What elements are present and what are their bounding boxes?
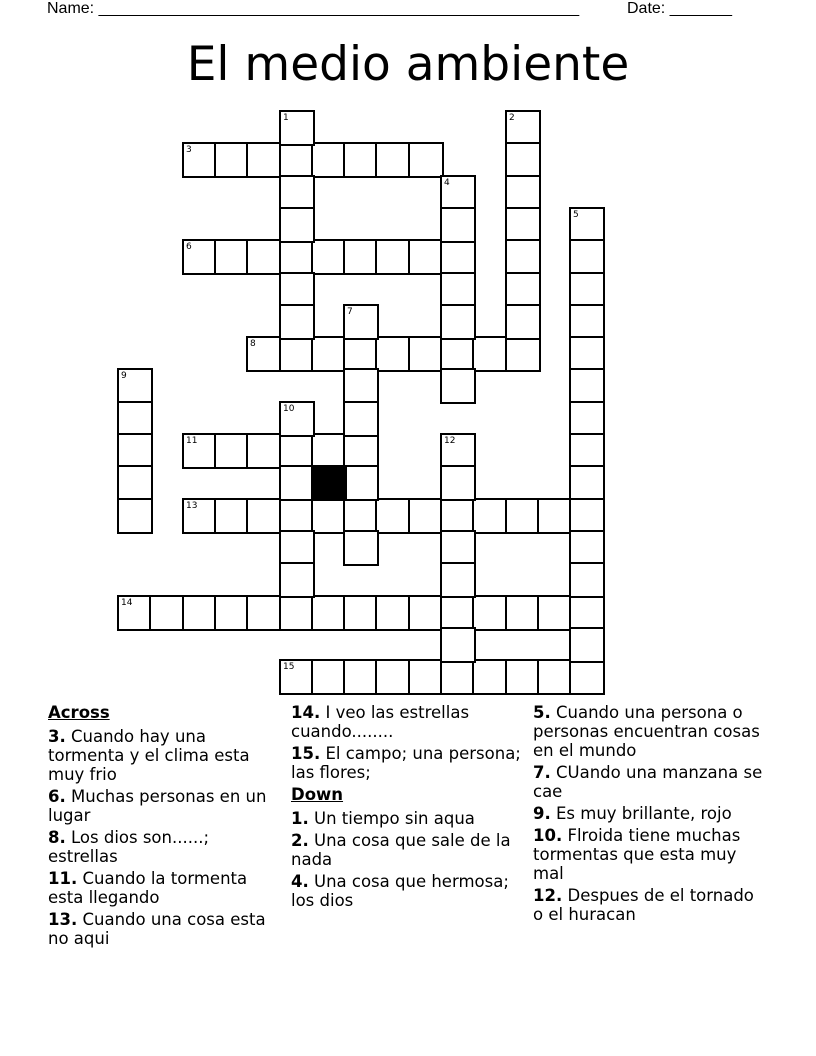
crossword-cell[interactable] — [569, 272, 605, 308]
clue-number: 9 — [121, 371, 127, 381]
crossword-cell[interactable] — [214, 595, 250, 631]
crossword-cell[interactable] — [505, 659, 541, 695]
crossword-cell[interactable] — [375, 498, 411, 534]
clues-column-1 — [48, 703, 280, 951]
clue-down-2: 2. Una cosa que sale de la nada — [291, 831, 511, 869]
crossword-cell[interactable] — [408, 142, 444, 178]
crossword-cell[interactable] — [182, 142, 218, 178]
crossword-cell[interactable] — [505, 110, 541, 146]
clue-number: 4 — [444, 178, 450, 188]
crossword-cell[interactable] — [569, 207, 605, 243]
crossword-cell[interactable] — [408, 595, 444, 631]
crossword-cell[interactable] — [408, 498, 444, 534]
crossword-cell[interactable] — [440, 530, 476, 566]
crossword-cell[interactable] — [182, 433, 218, 469]
crossword-cell[interactable] — [343, 336, 379, 372]
crossword-cell[interactable] — [375, 336, 411, 372]
crossword-cell[interactable] — [279, 207, 315, 243]
black-cell — [311, 465, 347, 501]
clue-number: 2 — [509, 113, 515, 123]
clues-column-2 — [291, 703, 523, 913]
crossword-cell[interactable] — [343, 498, 379, 534]
crossword-cell[interactable] — [279, 336, 315, 372]
crossword-cell[interactable] — [311, 595, 347, 631]
clue-across-15: 15. El campo; una persona; las flores; — [291, 744, 521, 782]
crossword-cell[interactable] — [279, 433, 315, 469]
crossword-cell[interactable] — [117, 401, 153, 437]
crossword-cell[interactable] — [505, 207, 541, 243]
crossword-cell[interactable] — [279, 175, 315, 211]
crossword-cell[interactable] — [246, 336, 282, 372]
clue-number: 14 — [121, 598, 133, 608]
crossword-cell[interactable] — [343, 239, 379, 275]
crossword-cell[interactable] — [279, 498, 315, 534]
crossword-cell[interactable] — [537, 659, 573, 695]
crossword-cell[interactable] — [472, 595, 508, 631]
crossword-cell[interactable] — [505, 498, 541, 534]
name-label: Name: — [47, 0, 95, 17]
crossword-cell[interactable] — [569, 304, 605, 340]
crossword-cell[interactable] — [537, 595, 573, 631]
crossword-cell[interactable] — [214, 433, 250, 469]
crossword-cell[interactable] — [440, 336, 476, 372]
crossword-cell[interactable] — [311, 659, 347, 695]
clue-number: 6 — [186, 242, 192, 252]
clue-number: 3 — [186, 145, 192, 155]
page-title: El medio ambiente — [186, 37, 630, 92]
crossword-cell[interactable] — [343, 659, 379, 695]
clue-down-5: 5. Cuando una persona o personas encuentran cosas en el mundo — [533, 703, 760, 760]
clue-number: 10 — [283, 404, 295, 414]
crossword-cell[interactable] — [246, 142, 282, 178]
clue-across-3: 3. Cuando hay una tormenta y el clima esta muy frio — [48, 727, 250, 784]
clue-down-7: 7. CUando una manzana se cae — [533, 763, 763, 801]
crossword-cell[interactable] — [505, 336, 541, 372]
clue-down-12: 12. Despues de el tornado o el huracan — [533, 886, 754, 924]
crossword-cell[interactable] — [343, 142, 379, 178]
crossword-cell[interactable] — [279, 110, 315, 146]
crossword-cell[interactable] — [472, 498, 508, 534]
clue-down-1: 1. Un tiempo sin aqua — [291, 809, 475, 828]
crossword-cell[interactable] — [569, 433, 605, 469]
crossword-cell[interactable] — [279, 142, 315, 178]
crossword-cell[interactable] — [569, 401, 605, 437]
clue-number: 1 — [283, 113, 289, 123]
crossword-cell[interactable] — [279, 530, 315, 566]
crossword-cell[interactable] — [440, 272, 476, 308]
crossword-cell[interactable] — [440, 498, 476, 534]
crossword-cell[interactable] — [505, 304, 541, 340]
crossword-cell[interactable] — [569, 595, 605, 631]
crossword-cell[interactable] — [279, 465, 315, 501]
crossword-cell[interactable] — [246, 239, 282, 275]
crossword-cell[interactable] — [311, 498, 347, 534]
crossword-cell[interactable] — [311, 239, 347, 275]
crossword-cell[interactable] — [311, 433, 347, 469]
crossword-cell[interactable] — [537, 498, 573, 534]
clue-number: 13 — [186, 501, 198, 511]
across-heading: Across — [48, 703, 110, 722]
crossword-cell[interactable] — [279, 595, 315, 631]
clue-number: 7 — [347, 307, 353, 317]
crossword-cell[interactable] — [246, 595, 282, 631]
crossword-cell[interactable] — [408, 336, 444, 372]
crossword-cell[interactable] — [375, 239, 411, 275]
crossword-cell[interactable] — [505, 239, 541, 275]
clues-column-3 — [533, 703, 765, 927]
crossword-cell[interactable] — [375, 142, 411, 178]
crossword-cell[interactable] — [149, 595, 185, 631]
clue-number: 12 — [444, 436, 456, 446]
crossword-cell[interactable] — [440, 433, 476, 469]
crossword-cell[interactable] — [569, 659, 605, 695]
crossword-cell[interactable] — [117, 368, 153, 404]
crossword-cell[interactable] — [505, 142, 541, 178]
crossword-cell[interactable] — [408, 239, 444, 275]
crossword-cell[interactable] — [472, 336, 508, 372]
crossword-cell[interactable] — [117, 498, 153, 534]
crossword-cell[interactable] — [440, 175, 476, 211]
crossword-cell[interactable] — [569, 562, 605, 598]
clue-across-13: 13. Cuando una cosa esta no aqui — [48, 910, 266, 948]
clue-number: 8 — [250, 339, 256, 349]
crossword-cell[interactable] — [214, 239, 250, 275]
crossword-cell[interactable] — [408, 659, 444, 695]
crossword-cell[interactable] — [343, 465, 379, 501]
date-label: Date: — [627, 0, 666, 17]
crossword-cell[interactable] — [343, 433, 379, 469]
crossword-cell[interactable] — [440, 465, 476, 501]
crossword-cell[interactable] — [182, 595, 218, 631]
crossword-cell[interactable] — [505, 272, 541, 308]
crossword-cell[interactable] — [375, 595, 411, 631]
crossword-cell[interactable] — [343, 530, 379, 566]
crossword-cell[interactable] — [279, 272, 315, 308]
down-heading: Down — [291, 785, 344, 804]
crossword-cell[interactable] — [214, 142, 250, 178]
crossword-cell[interactable] — [117, 595, 153, 631]
clue-across-11: 11. Cuando la tormenta esta llegando — [48, 869, 248, 907]
crossword-cell[interactable] — [505, 595, 541, 631]
crossword-cell[interactable] — [343, 368, 379, 404]
name-line[interactable]: ______________________________________________________ — [98, 0, 580, 17]
crossword-cell[interactable] — [246, 498, 282, 534]
crossword-cell[interactable] — [246, 433, 282, 469]
clue-down-9: 9. Es muy brillante, rojo — [533, 804, 732, 823]
date-line[interactable]: _______ — [669, 0, 732, 17]
crossword-cell[interactable] — [343, 401, 379, 437]
crossword-cell[interactable] — [279, 659, 315, 695]
crossword-cell[interactable] — [472, 659, 508, 695]
crossword-cell[interactable] — [440, 659, 476, 695]
crossword-cell[interactable] — [440, 368, 476, 404]
crossword-cell[interactable] — [569, 465, 605, 501]
crossword-cell[interactable] — [569, 498, 605, 534]
clue-across-6: 6. Muchas personas en un lugar — [48, 787, 267, 825]
crossword-cell[interactable] — [440, 562, 476, 598]
crossword-cell[interactable] — [117, 465, 153, 501]
crossword-cell[interactable] — [343, 304, 379, 340]
clue-across-8: 8. Los dios son......; estrellas — [48, 828, 210, 866]
crossword-cell[interactable] — [279, 239, 315, 275]
crossword-cell[interactable] — [311, 142, 347, 178]
crossword-cell[interactable] — [440, 239, 476, 275]
crossword-cell[interactable] — [182, 239, 218, 275]
crossword-cell[interactable] — [182, 498, 218, 534]
crossword-cell[interactable] — [311, 336, 347, 372]
crossword-cell[interactable] — [505, 175, 541, 211]
crossword-cell[interactable] — [569, 336, 605, 372]
crossword-cell[interactable] — [440, 627, 476, 663]
crossword-cell[interactable] — [440, 207, 476, 243]
crossword-cell[interactable] — [214, 498, 250, 534]
clue-number: 15 — [283, 662, 295, 672]
clue-down-4: 4. Una cosa que hermosa; los dios — [291, 872, 509, 910]
clue-number: 11 — [186, 436, 198, 446]
crossword-cell[interactable] — [375, 659, 411, 695]
clue-across-14: 14. I veo las estrellas cuando........ — [291, 703, 470, 741]
clue-down-10: 10. Flroida tiene muchas tormentas que esta muy mal — [533, 826, 741, 883]
crossword-cell[interactable] — [279, 562, 315, 598]
crossword-cell[interactable] — [440, 304, 476, 340]
crossword-cell[interactable] — [569, 627, 605, 663]
crossword-cell[interactable] — [343, 595, 379, 631]
clue-number: 5 — [573, 210, 579, 220]
crossword-cell[interactable] — [440, 595, 476, 631]
crossword-cell[interactable] — [569, 530, 605, 566]
crossword-cell[interactable] — [569, 239, 605, 275]
crossword-cell[interactable] — [279, 304, 315, 340]
crossword-cell[interactable] — [569, 368, 605, 404]
crossword-cell[interactable] — [117, 433, 153, 469]
crossword-cell[interactable] — [279, 401, 315, 437]
